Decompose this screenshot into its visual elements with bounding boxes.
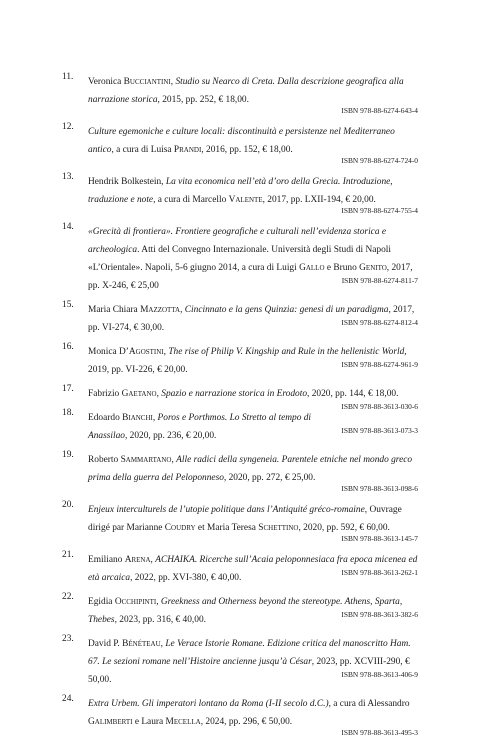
list-item [62, 121, 418, 166]
book-title: Le Verace Istorie Romane. Edizione critica del manoscritto Ham. 67. Le sezioni romane nell’Histoire ancienne jusqu’à César [88, 639, 411, 667]
separator: , [150, 555, 156, 565]
editor-surname: Valente [228, 195, 263, 205]
editor-surname: Gallo [299, 263, 325, 273]
publication-details-end: , 2024, pp. 296, € 50,00. [200, 717, 293, 727]
publication-details: , 2015, pp. 252, € 18,00. [157, 95, 249, 105]
author: David P. [88, 639, 123, 649]
publication-details: , 2023, pp. 316, € 40,00. [114, 615, 206, 625]
author-surname: Bucciantini [123, 77, 171, 87]
book-title: Poros e Porthmos. Lo Stretto al tempo di Anassilao [88, 413, 312, 441]
book-title: «Grecità di frontiera». Frontiere geografiche e culturali nell’evidenza storica e archeologica [88, 227, 387, 255]
publication-details: , 2023, pp. XCVIII-290, € 50,00. [88, 657, 410, 685]
entry-body [88, 389, 418, 411]
publication-details: , Ouvrage dirigé par Marianne [88, 505, 402, 533]
entry-body [88, 505, 402, 533]
separator: , [163, 347, 169, 357]
entry-number: 21. [62, 550, 74, 560]
publication-details: , 2020, pp. 144, € 18,00. [307, 389, 399, 399]
entry-body [88, 555, 417, 583]
isbn: ISBN 978-88-6274-755-4 [341, 206, 418, 215]
author: Monica D’ [88, 347, 129, 357]
list-item [62, 71, 418, 116]
list-item [62, 549, 418, 585]
editor-surname: Schettino [258, 523, 299, 533]
author: Edoardo [88, 413, 123, 423]
separator: , [156, 389, 162, 399]
entry-number: 20. [62, 500, 74, 510]
entry-number: 17. [62, 384, 74, 394]
isbn: ISBN 978-88-6274-724-0 [341, 156, 418, 165]
editor-surname: Mecella [165, 717, 201, 727]
isbn: ISBN 978-88-6274-961-9 [341, 360, 418, 369]
author: Hendrik Bolkestein [88, 177, 162, 187]
author-surname: Gaetano [121, 389, 157, 399]
separator: , [160, 639, 166, 649]
list-item [62, 383, 418, 411]
isbn: ISBN 978-88-3613-262-1 [341, 568, 418, 577]
book-title: Spazio e narrazione storica in Erodoto [161, 389, 308, 399]
publication-details-end: , 2017, pp. LXII-194, € 20,00. [262, 195, 376, 205]
list-item [62, 449, 418, 494]
entry-number: 22. [62, 592, 74, 602]
entry-body [88, 305, 418, 333]
publication-details: , 2022, pp. XVI-380, € 40,00. [130, 573, 242, 583]
entry-body [88, 699, 410, 727]
entry-body [88, 347, 418, 375]
publication-details-end: , 2017, pp. X-246, € 25,00 [88, 263, 413, 291]
list-item [62, 171, 418, 216]
list-item [62, 499, 418, 544]
book-title: Studio su Nearco di Creta. Dalla descrizione geografica alla narrazione storica [88, 77, 404, 105]
entry-body [88, 177, 393, 205]
publication-details: , 2019, pp. VI-226, € 20,00. [88, 347, 407, 375]
book-title: Cincinnato e la gens Quinzia: genesi di un paradigma [184, 305, 389, 315]
list-item [62, 693, 418, 738]
publication-details: . Atti del Convegno Internazionale. Università degli Studi di Napoli «L’Orientale». Napoli, 5-6 giugno 2014, a cura di Luigi [88, 245, 391, 273]
author-surname: Occhipinti [114, 597, 157, 607]
editor-surname: Coudry [164, 523, 196, 533]
editor-join: e Bruno [324, 263, 360, 273]
entry-number: 13. [62, 172, 74, 182]
separator: , [152, 413, 158, 423]
entry-body [88, 455, 412, 483]
entry-body [88, 639, 418, 685]
entry-number: 15. [62, 300, 74, 310]
publication-details: , a cura di Luisa [111, 145, 174, 155]
entry-number: 18. [62, 408, 74, 418]
separator: , [170, 77, 176, 87]
list-item [62, 299, 418, 335]
entry-number: 16. [62, 342, 74, 352]
author-surname: Arena [124, 555, 151, 565]
book-title: Culture egemoniche e culture locali: discontinuità e persistenze nel Mediterraneo antico [88, 127, 395, 155]
isbn: ISBN 978-88-3613-495-3 [341, 728, 418, 737]
entry-body [88, 227, 418, 291]
book-title: ACHAIKA. Ricerche sull’Acaia peloponnesiaca fra epoca micenea ed età arcaica [88, 555, 418, 583]
author: Roberto [88, 455, 121, 465]
isbn: ISBN 978-88-3613-098-6 [341, 484, 418, 493]
list-item [62, 407, 418, 443]
author-surname: Mazzotta [140, 305, 181, 315]
author: Egidia [88, 597, 115, 607]
publication-details: , a cura di Marcello [153, 195, 229, 205]
entry-number: 14. [62, 222, 74, 232]
entry-body [88, 77, 404, 105]
entry-number: 11. [62, 72, 74, 82]
publication-details: , 2020, pp. 236, € 20,00. [124, 431, 217, 441]
publication-details: , 2020, pp. 272, € 25,00. [223, 473, 316, 483]
entry-body [88, 127, 395, 155]
isbn: ISBN 978-88-3613-145-7 [341, 534, 418, 543]
editor-join: e Laura [132, 717, 166, 727]
book-title: Alle radici della syngeneia. Parentele etniche nel mondo greco prima della guerra del Peloponneso [88, 455, 413, 483]
author: Maria Chiara [88, 305, 141, 315]
isbn: ISBN 978-88-6274-811-7 [341, 276, 418, 285]
isbn: ISBN 978-88-3613-382-6 [341, 610, 418, 619]
author-surname: Agostini [128, 347, 164, 357]
publication-details-end: , 2016, pp. 152, € 18,00. [201, 145, 293, 155]
list-item [62, 221, 418, 293]
book-title: Enjeux interculturels de l’utopie politique dans l’Antiquité gréco-romaine [88, 505, 365, 515]
author: Emiliano [88, 555, 125, 565]
entry-number: 12. [62, 122, 74, 132]
author-surname: Bénéteau [122, 639, 161, 649]
editor-surname: Prandi [173, 145, 202, 155]
author-surname: Bianchi [122, 413, 153, 423]
publication-details-end: , 2020, pp. 592, € 60,00. [298, 523, 390, 533]
entry-number: 19. [62, 450, 74, 460]
separator: , [171, 455, 177, 465]
separator: , [180, 305, 185, 315]
publication-details: , a cura di Alessandro [328, 699, 410, 709]
book-title: La vita economica nell’età d’oro della Grecia. Introduzione, traduzione e note [88, 177, 393, 205]
author: Veronica [88, 77, 124, 87]
list-item [62, 591, 418, 627]
entry-number: 24. [62, 694, 74, 704]
isbn: ISBN 978-88-6274-812-4 [341, 318, 418, 327]
publication-details: , 2017, pp. VI-274, € 30,00. [88, 305, 415, 333]
entry-body [88, 597, 418, 625]
editor-surname: Genito [359, 263, 387, 273]
editor-surname: Galimberti [88, 717, 133, 727]
isbn: ISBN 978-88-3613-406-9 [341, 670, 418, 679]
book-list [62, 71, 418, 738]
author-surname: Sammartano [120, 455, 172, 465]
entry-body [88, 413, 418, 441]
isbn: ISBN 978-88-3613-073-3 [341, 426, 418, 435]
list-item [62, 633, 418, 687]
separator: , [156, 597, 161, 607]
author: Fabrizio [88, 389, 122, 399]
isbn: ISBN 978-88-3613-030-6 [341, 402, 418, 411]
separator: , [161, 177, 166, 187]
entry-number: 23. [62, 634, 74, 644]
editor-join: et Maria Teresa [195, 523, 259, 533]
book-title: Extra Urbem. Gli imperatori lontano da Roma (I-II secolo d.C.) [88, 699, 329, 709]
list-item [62, 341, 418, 377]
book-title: Greekness and Otherness beyond the stereotype. Athens, Sparta, Thebes [88, 597, 403, 625]
book-title: The rise of Philip V. Kingship and Rule in the hellenistic World [168, 347, 405, 357]
isbn: ISBN 978-88-6274-643-4 [341, 106, 418, 115]
